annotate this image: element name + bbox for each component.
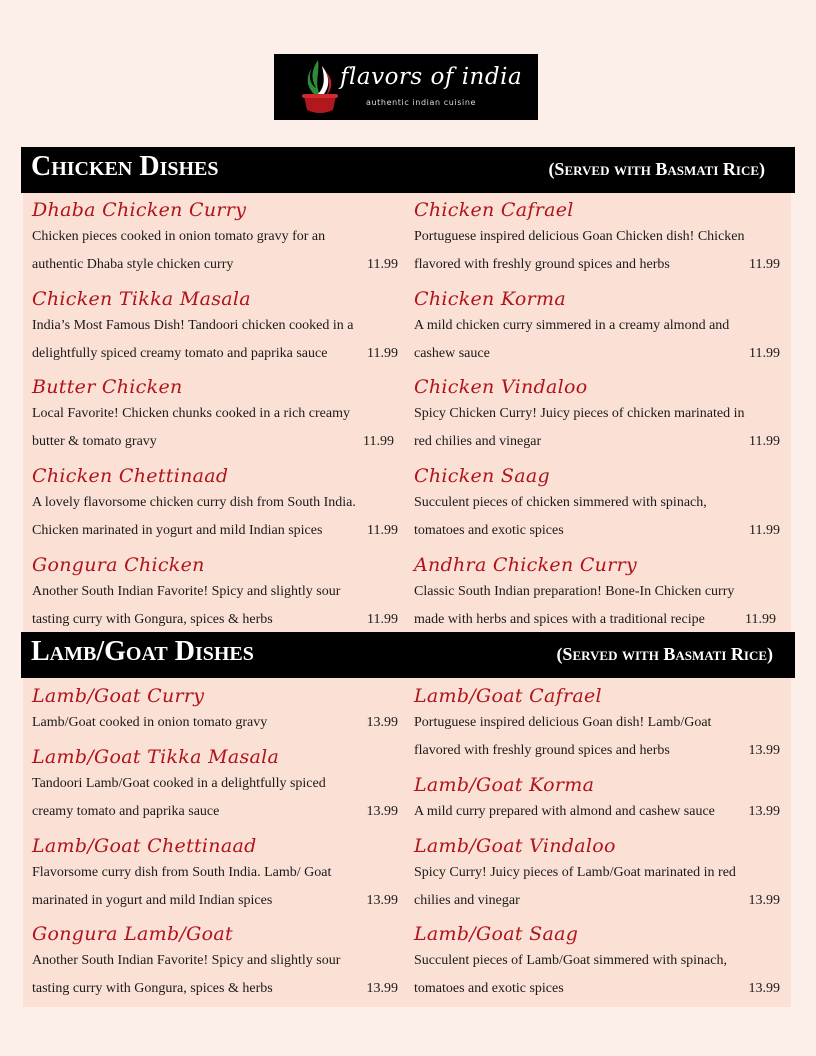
item-description: Chicken pieces cooked in onion tomato gravy for an <box>32 229 326 244</box>
item-name: Chicken Korma <box>414 288 566 310</box>
item-price: 11.99 <box>749 257 780 272</box>
item-description: marinated in yogurt and mild Indian spices <box>32 893 273 908</box>
item-description: Another South Indian Favorite! Spicy and slightly sour <box>32 584 341 599</box>
item-price: 11.99 <box>749 346 780 361</box>
item-description: A lovely flavorsome chicken curry dish from South India. <box>32 495 356 510</box>
item-price: 13.99 <box>748 804 780 819</box>
item-description: tasting curry with Gongura, spices & herbs <box>32 612 273 627</box>
item-description: Flavorsome curry dish from South India. Lamb/ Goat <box>32 865 332 880</box>
item-description: Succulent pieces of chicken simmered with spinach, <box>414 495 707 510</box>
item-description: delightfully spiced creamy tomato and paprika sauce <box>32 346 328 361</box>
item-name: Lamb/Goat Tikka Masala <box>32 746 280 768</box>
item-description: flavored with freshly ground spices and herbs <box>414 257 670 272</box>
section-note: (Served with Basmati Rice) <box>548 159 765 179</box>
item-description: Portuguese inspired delicious Goan Chicken dish! Chicken <box>414 229 745 244</box>
item-description: chilies and vinegar <box>414 893 520 908</box>
item-description: Lamb/Goat cooked in onion tomato gravy <box>32 715 268 730</box>
item-name: Gongura Chicken <box>32 554 205 576</box>
item-description: tasting curry with Gongura, spices & herbs <box>32 981 273 996</box>
section-chicken <box>23 147 791 632</box>
item-name: Dhaba Chicken Curry <box>32 199 247 221</box>
item-price: 13.99 <box>366 893 398 908</box>
section-header <box>21 147 795 193</box>
logo-name: flavors of india <box>340 64 523 90</box>
item-price: 11.99 <box>749 523 780 538</box>
item-description: Spicy Curry! Juicy pieces of Lamb/Goat marinated in red <box>414 865 736 880</box>
item-description: Tandoori Lamb/Goat cooked in a delightfully spiced <box>32 776 326 791</box>
item-price: 11.99 <box>363 434 394 449</box>
item-description: A mild curry prepared with almond and cashew sauce <box>414 804 715 819</box>
item-name: Lamb/Goat Cafrael <box>414 685 602 707</box>
item-price: 13.99 <box>366 715 398 730</box>
item-name: Lamb/Goat Vindaloo <box>414 835 616 857</box>
item-description: India’s Most Famous Dish! Tandoori chicken cooked in a <box>32 318 354 333</box>
item-name: Lamb/Goat Korma <box>414 774 595 796</box>
item-price: 11.99 <box>745 612 776 627</box>
item-description: creamy tomato and paprika sauce <box>32 804 220 819</box>
item-name: Lamb/Goat Saag <box>414 923 579 945</box>
item-price: 11.99 <box>367 612 398 627</box>
item-description: A mild chicken curry simmered in a creamy almond and <box>414 318 730 333</box>
item-name: Chicken Chettinaad <box>32 465 229 487</box>
item-description: Local Favorite! Chicken chunks cooked in a rich creamy <box>32 406 350 421</box>
item-price: 13.99 <box>366 804 398 819</box>
item-name: Chicken Tikka Masala <box>32 288 251 310</box>
item-name: Chicken Vindaloo <box>414 376 588 398</box>
item-price: 13.99 <box>366 981 398 996</box>
item-description: Succulent pieces of Lamb/Goat simmered with spinach, <box>414 953 727 968</box>
item-description: flavored with freshly ground spices and herbs <box>414 743 670 758</box>
item-description: red chilies and vinegar <box>414 434 542 449</box>
section-title: Chicken Dishes <box>31 151 219 182</box>
item-price: 11.99 <box>367 257 398 272</box>
item-description: tomatoes and exotic spices <box>414 523 564 538</box>
item-description: cashew sauce <box>414 346 490 361</box>
item-name: Chicken Cafrael <box>414 199 574 221</box>
section-title: Lamb/Goat Dishes <box>31 636 254 667</box>
item-price: 11.99 <box>367 346 398 361</box>
item-description: Spicy Chicken Curry! Juicy pieces of chicken marinated in <box>414 406 745 421</box>
item-description: made with herbs and spices with a traditional recipe <box>414 612 705 627</box>
item-description: butter & tomato gravy <box>32 434 157 449</box>
logo-tagline: authentic indian cuisine <box>366 98 477 107</box>
item-description: Classic South Indian preparation! Bone-In Chicken curry <box>414 584 735 599</box>
item-name: Lamb/Goat Curry <box>32 685 205 707</box>
section-lamb-goat <box>23 632 791 1007</box>
item-description: authentic Dhaba style chicken curry <box>32 257 234 272</box>
item-name: Butter Chicken <box>32 376 183 398</box>
item-description: tomatoes and exotic spices <box>414 981 564 996</box>
item-description: Chicken marinated in yogurt and mild Indian spices <box>32 523 323 538</box>
item-price: 13.99 <box>748 743 780 758</box>
section-note: (Served with Basmati Rice) <box>556 644 773 664</box>
item-name: Chicken Saag <box>414 465 550 487</box>
flame-bowl-icon <box>300 58 340 116</box>
item-price: 11.99 <box>367 523 398 538</box>
item-name: Andhra Chicken Curry <box>414 554 638 576</box>
item-description: Portuguese inspired delicious Goan dish! Lamb/Goat <box>414 715 712 730</box>
item-description: Another South Indian Favorite! Spicy and slightly sour <box>32 953 341 968</box>
restaurant-logo <box>274 54 538 120</box>
item-name: Lamb/Goat Chettinaad <box>32 835 257 857</box>
item-price: 13.99 <box>748 893 780 908</box>
item-price: 13.99 <box>748 981 780 996</box>
item-price: 11.99 <box>749 434 780 449</box>
section-header <box>21 632 795 678</box>
item-name: Gongura Lamb/Goat <box>32 923 233 945</box>
